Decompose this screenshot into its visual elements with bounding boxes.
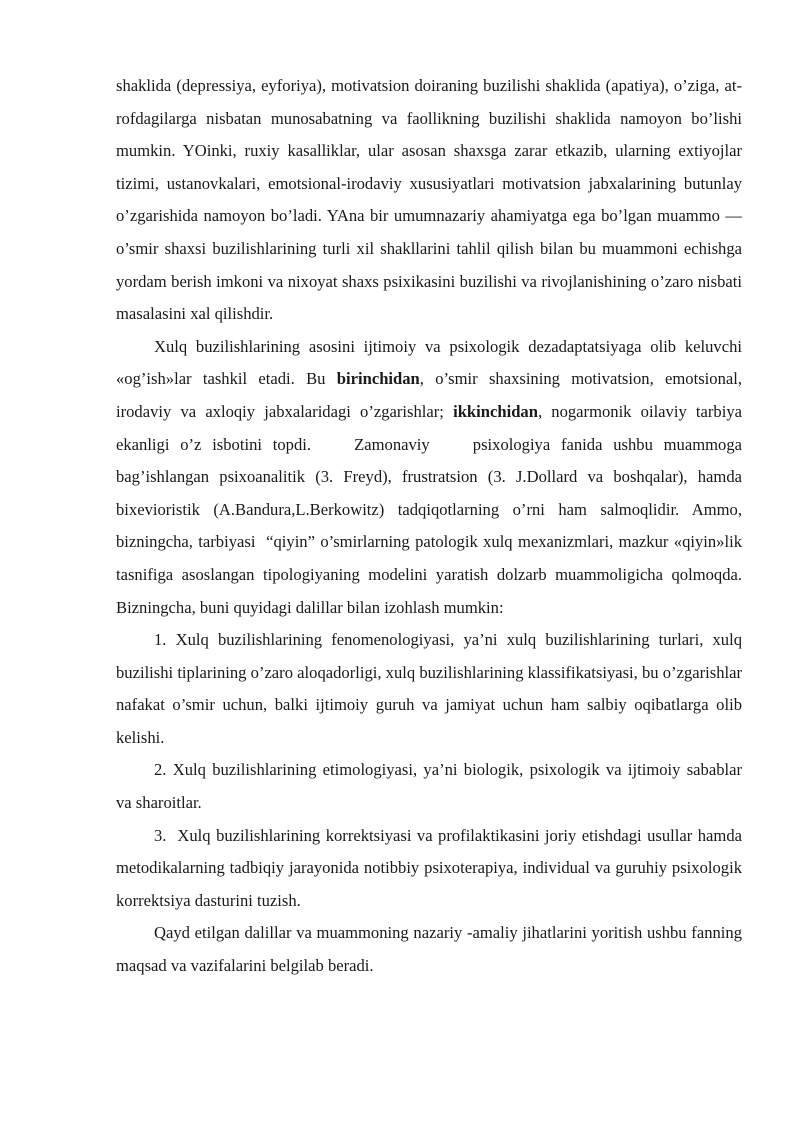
bold-term: ikkinchidan: [453, 401, 538, 421]
paragraph-text: , o’smir shaxsining motivatsion, emotsional, irodaviy va axloqiy jabxalaridagi o’zgarishlar;: [116, 369, 742, 421]
paragraph-p1: [116, 70, 742, 331]
paragraph-p2: [116, 331, 742, 624]
paragraph-p3: [116, 624, 742, 754]
document-body: [116, 70, 742, 983]
paragraph-p4: [116, 754, 742, 819]
paragraph-text: Xulq buzilishlarining asosini ijtimoiy va psixologik dezadaptatsiyaga olib keluvchi «og’ish»lar tashkil etadi. Bu: [116, 336, 742, 389]
paragraph-p6: [116, 917, 742, 982]
paragraph-text: shaklida (depressiya, eyforiya), motivatsion doiraning buzilishi shaklida (apatiya), o’ziga, at-rofdagilarga nisbatan munosabatning va faollikning buzilishi shaklida namoyon bo’lishi mumkin. YOinki, ruxiy kasalliklar, ular asosan shaxsga zarar etkazib, ularning extiyojlar tizimi, ustanovkalari, emotsional-irodaviy xususiyatlari motivatsion jabxalarining butunlay o’zgarishida namoyon bo’ladi. YAna bir umumnazariy ahamiyatga ega bo’lgan muammo — o’smir shaxsi buzilishlarining turli xil shakllarini tahlil qilish bilan bu muammoni echishga yordam berish imkoni va nixoyat shaxs psixikasini buzilishi va rivojlanishining o’zaro nisbati masalasini xal qilishdir.: [116, 76, 742, 324]
paragraph-text: 1. Xulq buzilishlarining fenomenologiyasi, ya’ni xulq buzilishlarining turlari, xulq buzilishi tiplarining o’zaro aloqadorligi, xulq buzilishlarining klassifikatsiyasi, bu o’zgarishlar nafakat o’smir uchun, balki ijtimoiy guruh va jamiyat uchun ham salbiy oqibatlarga olib kelishi.: [116, 630, 742, 747]
paragraph-text: 2. Xulq buzilishlarining etimologiyasi, ya’ni biologik, psixologik va ijtimoiy sabablar va sharoitlar.: [116, 760, 742, 813]
paragraph-text: 3. Xulq buzilishlarining korrektsiyasi va profilaktikasini joriy etishdagi usullar hamda metodikalarning tadbiqiy jarayonida notibbiy psixoterapiya, individual va guruhiy psixologik korrektsiya dasturini tuzish.: [116, 825, 742, 910]
paragraph-text: , nogarmonik oilaviy tarbiya ekanligi o’z isbotini topdi. Zamonaviy psixologiya fanida ushbu muammoga bag’ishlangan psixoanalitik (3. Freyd), frustratsion (3. J.Dollard va boshqalar), hamda bixevioristik (A.Bandura,L.Berkowitz) tadqiqotlarning o’rni ham salmoqlidir. Ammo, bizningcha, tarbiyasi “qiyin” o’smirlarning patologik xulq mexanizmlari, mazkur «qiyin»lik tasnifiga asoslangan tipologiyaning modelini yaratish dolzarb muammoligicha qolmoqda. Bizningcha, buni quyidagi dalillar bilan izohlash mumkin:: [116, 401, 742, 617]
paragraph-p5: [116, 820, 742, 918]
bold-term: birinchidan: [336, 369, 420, 389]
paragraph-text: Qayd etilgan dalillar va muammoning nazariy -amaliy jihatlarini yoritish ushbu fanning maqsad va vazifalarini belgilab beradi.: [116, 923, 742, 976]
